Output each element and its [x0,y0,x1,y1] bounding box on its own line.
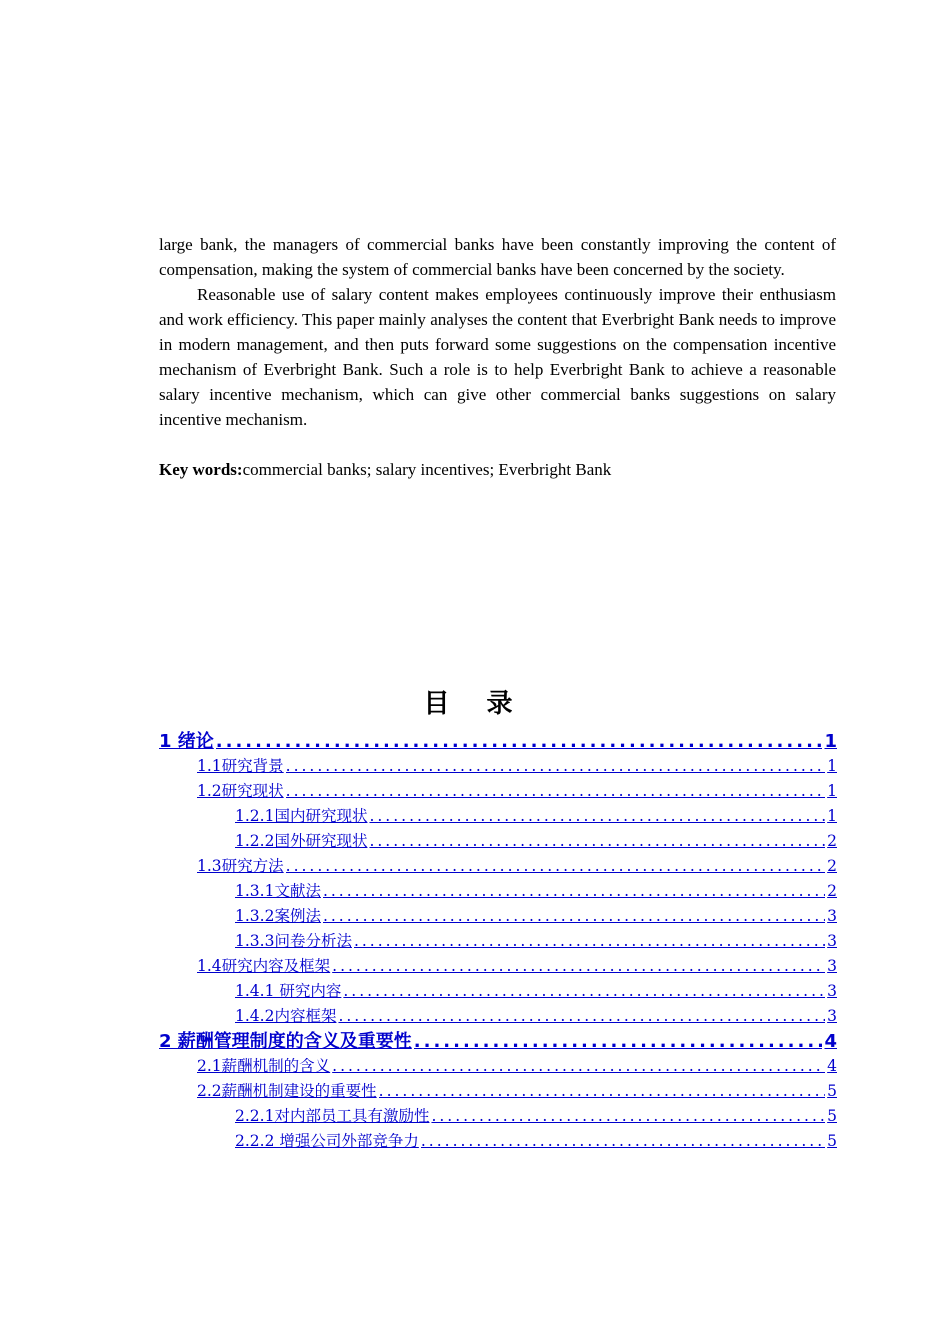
toc-entry-label: 1.3研究方法 [197,857,284,875]
toc-page-number: 2 [827,832,837,850]
toc-entry-1-2-1[interactable] [159,804,837,829]
toc-entry-label: 2.2薪酬机制建设的重要性 [197,1082,377,1100]
toc-entry-label: 1.1研究背景 [197,757,284,775]
toc-entry-2-2[interactable] [159,1079,837,1104]
toc-leader-dots [323,904,825,929]
toc-leader-dots [286,779,825,804]
toc-entry-label: 1.4研究内容及框架 [197,957,331,975]
toc-page-number: 2 [827,882,837,900]
keywords-label: Key words: [159,460,243,479]
toc-leader-dots [338,1004,825,1029]
keywords-text: commercial banks; salary incentives; Everbright Bank [242,460,612,479]
toc-entry-label: 1.2研究现状 [197,782,284,800]
abstract-section [159,232,836,482]
toc-title: 目 录 [423,689,527,719]
toc-page-number: 5 [827,1082,837,1100]
toc-entry-label: 1.3.1文献法 [235,882,321,900]
toc-page-number: 5 [827,1132,837,1150]
toc-leader-dots [369,804,825,829]
toc-entry-label: 2.2.2 增强公司外部竞争力 [235,1132,419,1150]
toc-page-number: 2 [827,857,837,875]
toc-leader-dots [332,1054,825,1079]
toc-entry-label: 1.4.1 研究内容 [235,982,342,1000]
toc-leader-dots [421,1129,825,1154]
toc-entry-1-4[interactable] [159,954,837,979]
toc-leader-dots [323,879,825,904]
toc-entry-2-2-1[interactable] [159,1104,837,1129]
toc-entry-label: 2 薪酬管理制度的含义及重要性 [159,1031,412,1052]
toc-page-number: 1 [827,757,837,775]
toc-entry-1-4-1[interactable] [159,979,837,1004]
toc-page-number: 1 [827,807,837,825]
toc-leader-dots [343,979,825,1004]
abstract-paragraph-2: Reasonable use of salary content makes employees continuously improve their enthusiasm and work efficiency. This paper mainly analyses the content that Everbright Bank needs to improve in modern management, and then puts forward some suggestions on the compensation incentive mechanism of Everbright Bank. Such a role is to help Everbright Bank to achieve a reasonable salary incentive mechanism, which can give other commercial banks suggestions on salary incentive mechanism. [159,285,836,429]
abstract-paragraph-1: large bank, the managers of commercial banks have been constantly improving the content of compensation, making the system of commercial banks have been concerned by the society. [159,235,836,279]
toc-page-number: 1 [824,731,837,752]
toc-leader-dots [379,1079,825,1104]
toc-entry-1-3[interactable] [159,854,837,879]
toc-leader-dots [431,1104,825,1129]
toc-entry-1[interactable] [159,729,837,754]
table-of-contents [159,729,837,1154]
toc-entry-label: 1 绪论 [159,731,214,752]
toc-page-number: 3 [827,982,837,1000]
toc-entry-label: 1.2.2国外研究现状 [235,832,368,850]
toc-leader-dots [216,729,823,754]
toc-entry-label: 1.2.1国内研究现状 [235,807,368,825]
toc-entry-1-2[interactable] [159,779,837,804]
toc-page-number: 4 [827,1057,837,1075]
toc-entry-label: 2.1薪酬机制的含义 [197,1057,331,1075]
toc-entry-label: 1.4.2内容框架 [235,1007,337,1025]
toc-entry-label: 1.3.3问卷分析法 [235,932,352,950]
toc-entry-label: 1.3.2案例法 [235,907,321,925]
toc-page-number: 1 [827,782,837,800]
toc-entry-2-1[interactable] [159,1054,837,1079]
toc-page-number: 3 [827,932,837,950]
toc-entry-2[interactable] [159,1029,837,1054]
toc-entry-1-3-3[interactable] [159,929,837,954]
toc-leader-dots [332,954,825,979]
toc-entry-1-3-1[interactable] [159,879,837,904]
toc-page-number: 4 [824,1031,837,1052]
toc-page-number: 3 [827,1007,837,1025]
toc-page-number: 5 [827,1107,837,1125]
toc-entry-2-2-2[interactable] [159,1129,837,1154]
toc-leader-dots [286,754,825,779]
toc-leader-dots [414,1029,823,1054]
toc-entry-label: 2.2.1对内部员工具有激励性 [235,1107,430,1125]
toc-leader-dots [354,929,825,954]
toc-entry-1-3-2[interactable] [159,904,837,929]
toc-leader-dots [369,829,825,854]
toc-page-number: 3 [827,957,837,975]
toc-entry-1-1[interactable] [159,754,837,779]
keywords-line [159,457,836,482]
toc-entry-1-4-2[interactable] [159,1004,837,1029]
toc-page-number: 3 [827,907,837,925]
toc-entry-1-2-2[interactable] [159,829,837,854]
toc-leader-dots [286,854,825,879]
